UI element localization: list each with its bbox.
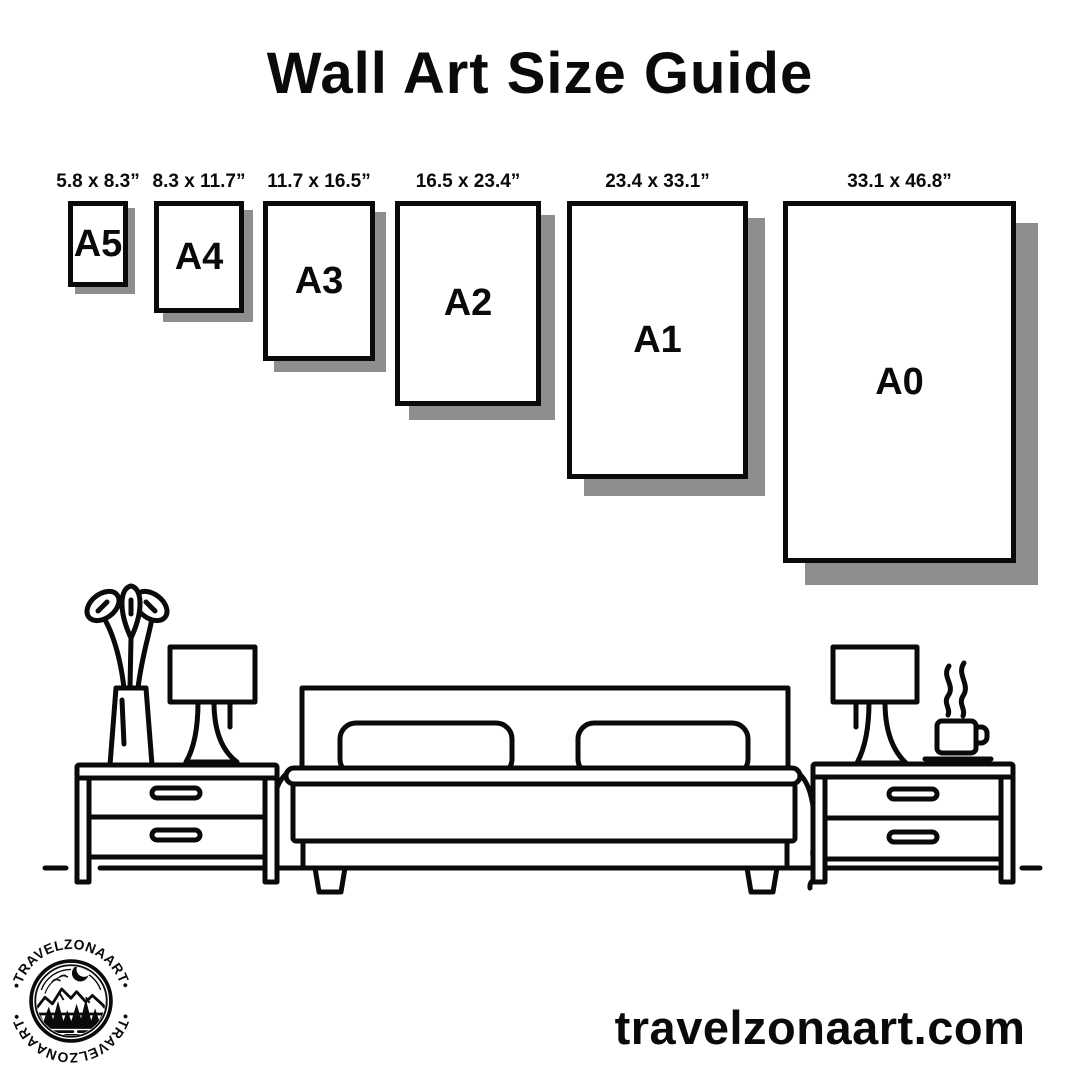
size-name: A1 (633, 318, 682, 361)
size-dimension-label: 11.7 x 16.5” (267, 171, 371, 192)
size-dimension-label: 33.1 x 46.8” (847, 171, 952, 192)
nightstand-left-icon (77, 765, 277, 882)
svg-text:•TRAVELZONAART• (8, 1012, 134, 1066)
plant-vase-icon (81, 585, 172, 765)
table-lamp-left-icon (170, 647, 255, 762)
size-name: A4 (174, 235, 224, 278)
paper-a2 (395, 201, 541, 406)
size-name: A5 (73, 222, 123, 265)
size-card-a3 (263, 170, 375, 361)
size-name: A3 (294, 259, 344, 302)
badge-arc-text-top: •TRAVELZONAART• (7, 936, 135, 991)
paper-a1 (567, 201, 748, 479)
mountain-badge-logo-icon (6, 936, 136, 1066)
size-card-a1 (567, 170, 748, 479)
svg-text:•TRAVELZONAART• (8, 936, 134, 990)
paper-a4 (154, 201, 244, 313)
table-lamp-right-icon (833, 647, 917, 763)
size-card-a4 (154, 170, 244, 313)
paper-a5 (68, 201, 128, 287)
size-dimension-label: 8.3 x 11.7” (152, 171, 246, 192)
website-url: travelzonaart.com (614, 1001, 1026, 1054)
page-title: Wall Art Size Guide (266, 41, 814, 106)
paper-a3 (263, 201, 375, 361)
nightstand-right-icon (813, 764, 1013, 882)
bedroom-scene (0, 580, 1080, 900)
size-dimension-label: 16.5 x 23.4” (415, 171, 521, 192)
badge-arc-text-bottom: •TRAVELZONAART• (7, 1011, 135, 1066)
size-card-a2 (395, 170, 541, 406)
size-dimension-label: 23.4 x 33.1” (605, 171, 710, 192)
size-name: A0 (875, 360, 924, 403)
size-dimension-label: 5.8 x 8.3” (56, 171, 140, 192)
size-card-a5 (56, 170, 140, 287)
paper-a0 (783, 201, 1016, 563)
double-bed-icon (286, 688, 800, 892)
size-card-a0 (783, 170, 1016, 563)
coffee-cup-icon (925, 663, 991, 759)
size-name: A2 (443, 282, 493, 324)
